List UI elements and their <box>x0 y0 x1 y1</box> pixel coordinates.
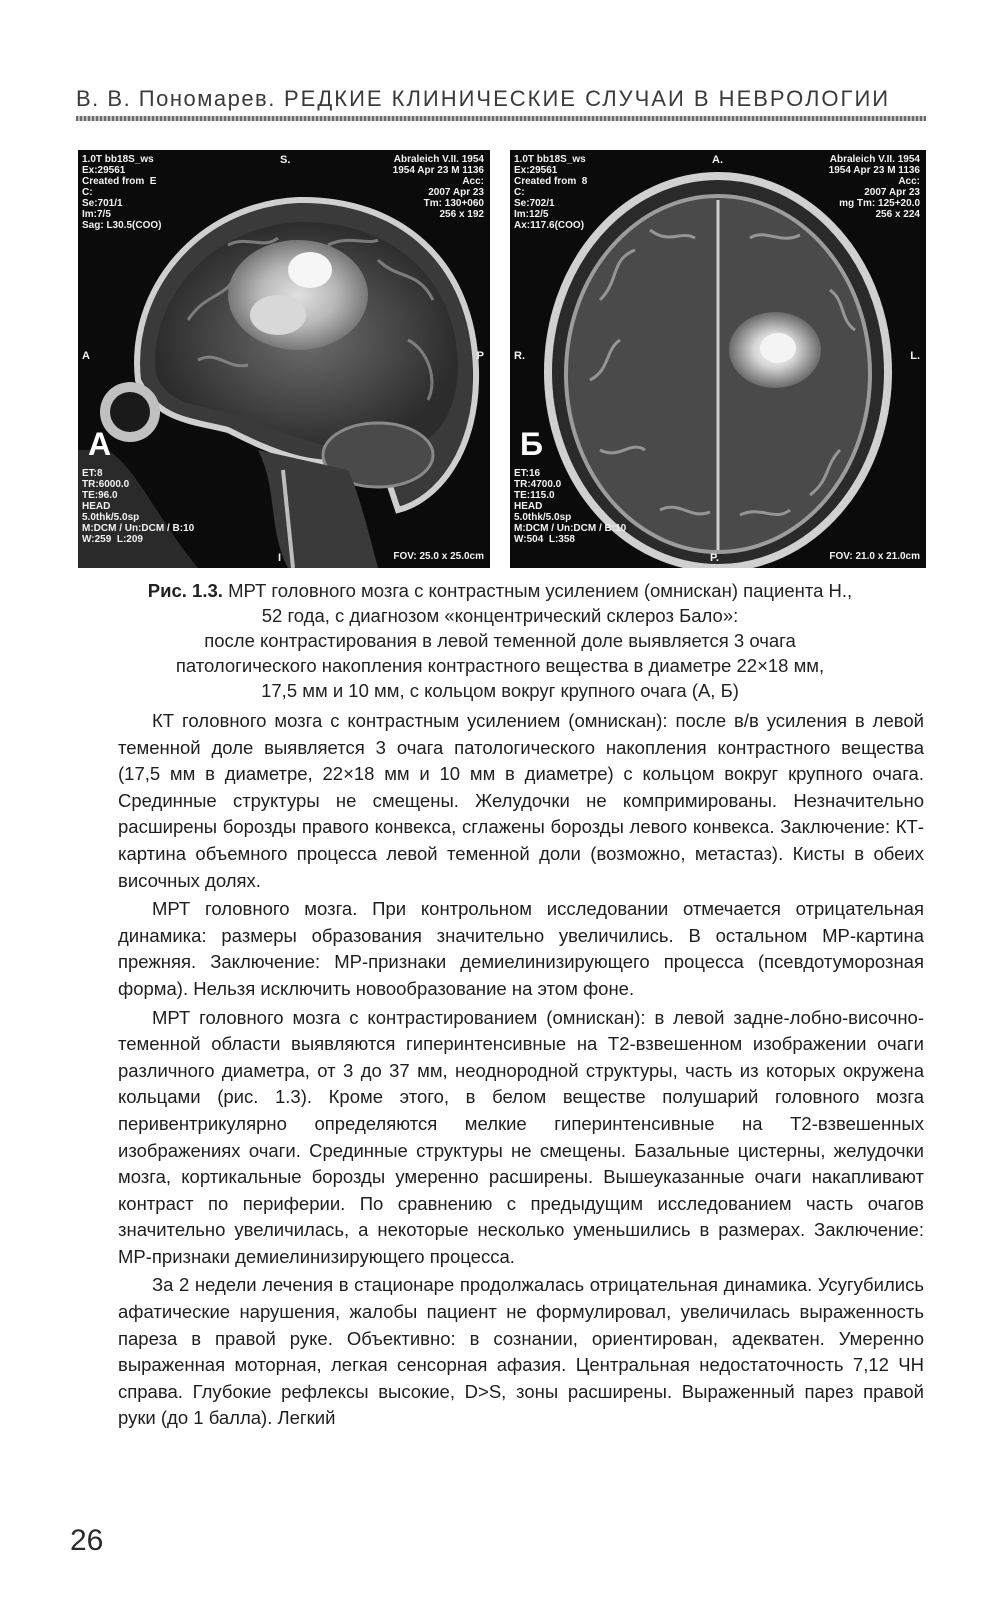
mri-b-bottom-left-info: ET:16 TR:4700.0 TE:115.0 HEAD 5.0thk/5.0sp M:DCM / Un:DCM / B:10 W:504 L:358 <box>514 468 627 545</box>
mri-b-bottom-right-info: FOV: 21.0 x 21.0cm <box>829 551 920 562</box>
paragraph-mri-contrast: МРТ головного мозга с контрастированием (омнискан): в левой задне-лобно-височно-теменной области выявляются гиперинтенсивные на Т2-взвешенном изображении очаги различного диаметра, от 3 до 37 мм, неоднородной структуры, часть из которых окружена кольцами (рис. 1.3). Кроме этого, в белом веществе полушарий головного мозга перивентрикулярно определяются мелкие гиперинтенсивные на Т2-взвешенных изображениях очаги. Срединные структуры не смещены. Базальные цистерны, желудочки мозга, кортикальные борозды умеренно расширены. Вышеуказанные очаги накапливают контраст по периферии. По сравнению с предыдущим исследованием часть очагов значительно увеличилась, а некоторые несколько уменьшились в размерах. Заключение: МР-признаки демиелинизирующего процесса. <box>118 1006 924 1267</box>
paragraph-mri-control: МРТ головного мозга. При контрольном исследовании отмечается отрицательная динамика: размеры образования значительно увеличились. В остальном МР-картина прежняя. Заключение: МР-признаки демиелинизирующего процесса (псевдотуморозная форма). Нельзя исключить новообразование на этом фоне. <box>118 898 924 999</box>
mri-a-top-right-info: Abraleich V.II. 1954 1954 Apr 23 M 1136 Acc: 2007 Apr 23 Tm: 130+060 256 x 192 <box>392 154 484 220</box>
mri-a-panel-letter: А <box>88 426 112 462</box>
caption-label: Рис. 1.3. <box>147 580 223 601</box>
mri-b-orient-left: R. <box>514 350 525 362</box>
running-head <box>76 86 926 112</box>
caption-line-3: после контрастирования в левой теменной доле выявляется 3 очага <box>204 630 796 651</box>
running-head-title: РЕДКИЕ КЛИНИЧЕСКИЕ СЛУЧАИ В НЕВРОЛОГИИ <box>284 86 891 111</box>
mri-a-bottom-right-info: FOV: 25.0 x 25.0cm <box>393 551 484 562</box>
mri-a-bottom-left-info: ET:8 TR:6000.0 TE:96.0 HEAD 5.0thk/5.0sp M:DCM / Un:DCM / B:10 W:259 L:209 <box>82 468 195 545</box>
mri-a-orient-left: A <box>82 350 90 362</box>
paragraph-ct-findings: КТ головного мозга с контрастным усилением (омнискан): после в/в усиления в левой теменной доле выявляется 3 очага патологического накопления контрастного вещества (17,5 мм в диаметре, 22×18 мм и 10 мм в диаметре) с кольцом вокруг крупного очага. Срединные структуры не смещены. Желудочки не компримированы. Незначительно расширены борозды правого конвекса, сглажены борозды левого конвекса. Заключение: КТ-картина объемного процесса левой теменной доли (возможно, метастаз). Кисты в обеих височных долях. <box>118 710 924 891</box>
caption-line-4: патологического накопления контрастного вещества в диаметре 22×18 мм, <box>175 655 825 676</box>
mri-image-axial <box>510 150 926 568</box>
caption-text-1: МРТ головного мозга с контрастным усилением (омнискан) пациента Н., <box>228 580 853 601</box>
caption-line-1 <box>80 578 920 603</box>
mri-b-top-right-info: Abraleich V.II. 1954 1954 Apr 23 M 1136 Acc: 2007 Apr 23 mg Tm: 125+20.0 256 x 224 <box>828 154 920 220</box>
mri-b-panel-letter: Б <box>520 426 543 462</box>
mri-a-orient-right: P <box>476 350 484 362</box>
figure-caption <box>80 578 920 703</box>
mri-b-orient-top: A. <box>712 154 723 166</box>
body-text <box>118 708 924 1434</box>
page-number: 26 <box>70 1524 104 1557</box>
mri-a-orient-bottom: I <box>278 552 282 564</box>
caption-line-5: 17,5 мм и 10 мм, с кольцом вокруг крупного очага (А, Б) <box>261 680 739 701</box>
mri-a-top-left-info: 1.0T bb18S_ws Ex:29561 Created from E C: Se:701/1 Im:7/5 Sag: L30.5(COO) <box>82 154 162 231</box>
mri-b-orient-bottom: P. <box>710 552 719 564</box>
paragraph-treatment: За 2 недели лечения в стационаре продолжалась отрицательная динамика. Усугубились афатические нарушения, жалобы пациент не формулировал, увеличилась выраженность пареза в правой руке. Объективно: в сознании, ориентирован, адекватен. Умеренно выраженная моторная, легкая сенсорная афазия. Центральная недостаточность 7,12 ЧН справа. Глубокие рефлексы высокие, D>S, зоны расширены. Выраженный парез правой руки (до 1 балла). Легкий <box>118 1274 924 1429</box>
running-head-rule <box>76 116 926 121</box>
mri-image-sagittal <box>78 150 490 568</box>
mri-b-orient-right: L. <box>910 350 920 362</box>
caption-line-2: 52 года, с диагнозом «концентрический склероз Бало»: <box>261 605 739 626</box>
running-head-author: В. В. Пономарев. <box>76 86 276 111</box>
mri-b-top-left-info: 1.0T bb18S_ws Ex:29561 Created from 8 C: Se:702/1 Im:12/5 Ax:117.6(COO) <box>514 154 588 231</box>
mri-a-orient-top: S. <box>280 154 291 166</box>
